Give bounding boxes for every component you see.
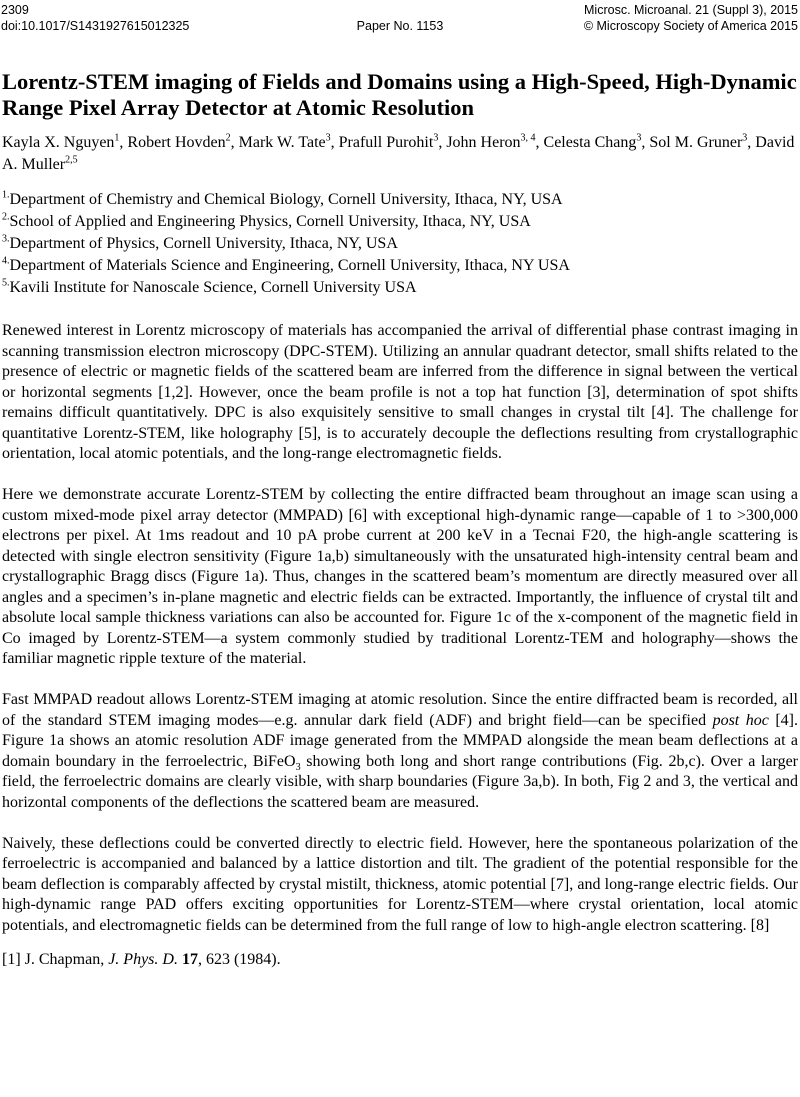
paragraph-conclusion: Naively, these deflections could be converted directly to electric field. However, here the spontaneous polarization of the ferroelectric is accompanied and balanced by a lattice distortion and tilt. The gradient of the potential responsible for the beam deflection is comparably affected by crystal mistilt, thickness, atomic potential [7], and long-range electric fields. Our high-dynamic range PAD offers exciting opportunities for Lorentz-STEM—where crystal orientation, local atomic potentials, and electromagnetic fields can be determined from the full range of low to high-angle electron scattering. [8] [2, 834, 798, 934]
author: Prafull Purohit$^3$, [338, 132, 447, 151]
author: Mark W. Tate$^3$, [238, 132, 339, 151]
paragraph-intro: Renewed interest in Lorentz microscopy of materials has accompanied the arrival of differential phase contrast imaging in scanning transmission electron microscopy (DPC-STEM). Utilizing an annular quadrant detector, small shifts related to the presence of electric or magnetic fields of the scattered beam are inferred from the difference in signal between the vertical or horizontal segments [1,2]. However, once the beam profile is not a top hat function [3], determination of spot shifts remains difficult quantitatively. DPC is also exquisitely sensitive to small changes in crystal tilt [4]. The challenge for quantitative Lorentz-STEM, like holography [5], is to accurately decouple the deflections resulting from crystallographic orientation, local atomic potentials, and the long-range electromagnetic fields. [2, 322, 798, 462]
affiliation: $^{3.}$Department of Physics, Cornell University, Ithaca, NY, USA [2, 233, 398, 252]
reference-item: [1] J. Chapman, J. Phys. D. 17, 623 (1984). [2, 951, 281, 968]
paper-body [2, 69, 798, 970]
affiliation: $^{5.}$Kavili Institute for Nanoscale Science, Cornell University USA [2, 277, 417, 296]
author: Kayla X. Nguyen$^1$, [2, 132, 128, 151]
doi: doi:10.1017/S1431927615012325 [1, 19, 190, 33]
journal-citation: Microsc. Microanal. 21 (Suppl 3), 2015 [584, 3, 798, 17]
author: Robert Hovden$^2$, [127, 132, 239, 151]
paragraph-atomic-resolution: Fast MMPAD readout allows Lorentz-STEM imaging at atomic resolution. Since the entire diffracted beam is recorded, all of the standard STEM imaging modes—e.g. annular dark field (ADF) and bright field—can be specified post hoc [4]. Figure 1a shows an atomic resolution ADF image generated from the MMPAD alongside the mean beam deflections at a domain boundary in the ferroelectric, BiFeO$_3$ showing both long and short range contributions (Fig. 2b,c). Over a larger field, the ferroelectric domains are clearly visible, with sharp boundaries (Figure 3a,b). In both, Fig 2 and 3, the vertical and horizontal components of the deflections the scattered beam are measured. [2, 691, 799, 811]
author: Sol M. Gruner$^3$, [649, 132, 756, 151]
affiliation: $^{2.}$School of Applied and Engineering Physics, Cornell University, Ithaca, NY, USA [2, 211, 531, 230]
copyright: © Microscopy Society of America 2015 [583, 19, 798, 33]
author: David A. Muller$^{2,5}$ [2, 134, 795, 173]
affiliation: $^{1.}$Department of Chemistry and Chemical Biology, Cornell University, Ithaca, NY, USA [2, 189, 563, 208]
page-number: 2309 [1, 3, 29, 17]
author: John Heron$^{3, 4}$, [446, 132, 544, 151]
paper-title: Lorentz-STEM imaging of Fields and Domains using a High-Speed, High-Dynamic Range Pixel Array Detector at Atomic Resolution [2, 69, 797, 120]
paragraph-method: Here we demonstrate accurate Lorentz-STEM by collecting the entire diffracted beam throughout an image scan using a custom mixed-mode pixel array detector (MMPAD) [6] with exceptional high-dynamic range—capable of 1 to >300,000 electrons per pixel. At 1ms readout and 10 pA probe current at 200 keV in a Tecnai F20, the high-angle scattering is detected with single electron sensitivity (Figure 1a,b) simultaneously with the unsaturated high-intensity central beam and crystallographic Bragg discs (Figure 1a). Thus, changes in the scattered beam’s momentum are directly measured over all angles and a specimen’s in-plane magnetic and electric fields can be extracted. Importantly, the influence of crystal tilt and absolute local sample thickness variations can also be accounted for. Figure 1c of the x-component of the magnetic field in Co imaged by Lorentz-STEM—a system commonly studied by traditional Lorentz-TEM and holography—shows the familiar magnetic ripple texture of the material. [2, 486, 798, 667]
paper-number: Paper No. 1153 [356, 19, 444, 33]
affiliation: $^{4.}$Department of Materials Science and Engineering, Cornell University, Ithaca, NY USA [2, 255, 570, 274]
affiliation-list [2, 189, 798, 299]
author-list [2, 132, 798, 176]
author: Celesta Chang$^3$, [543, 132, 650, 151]
